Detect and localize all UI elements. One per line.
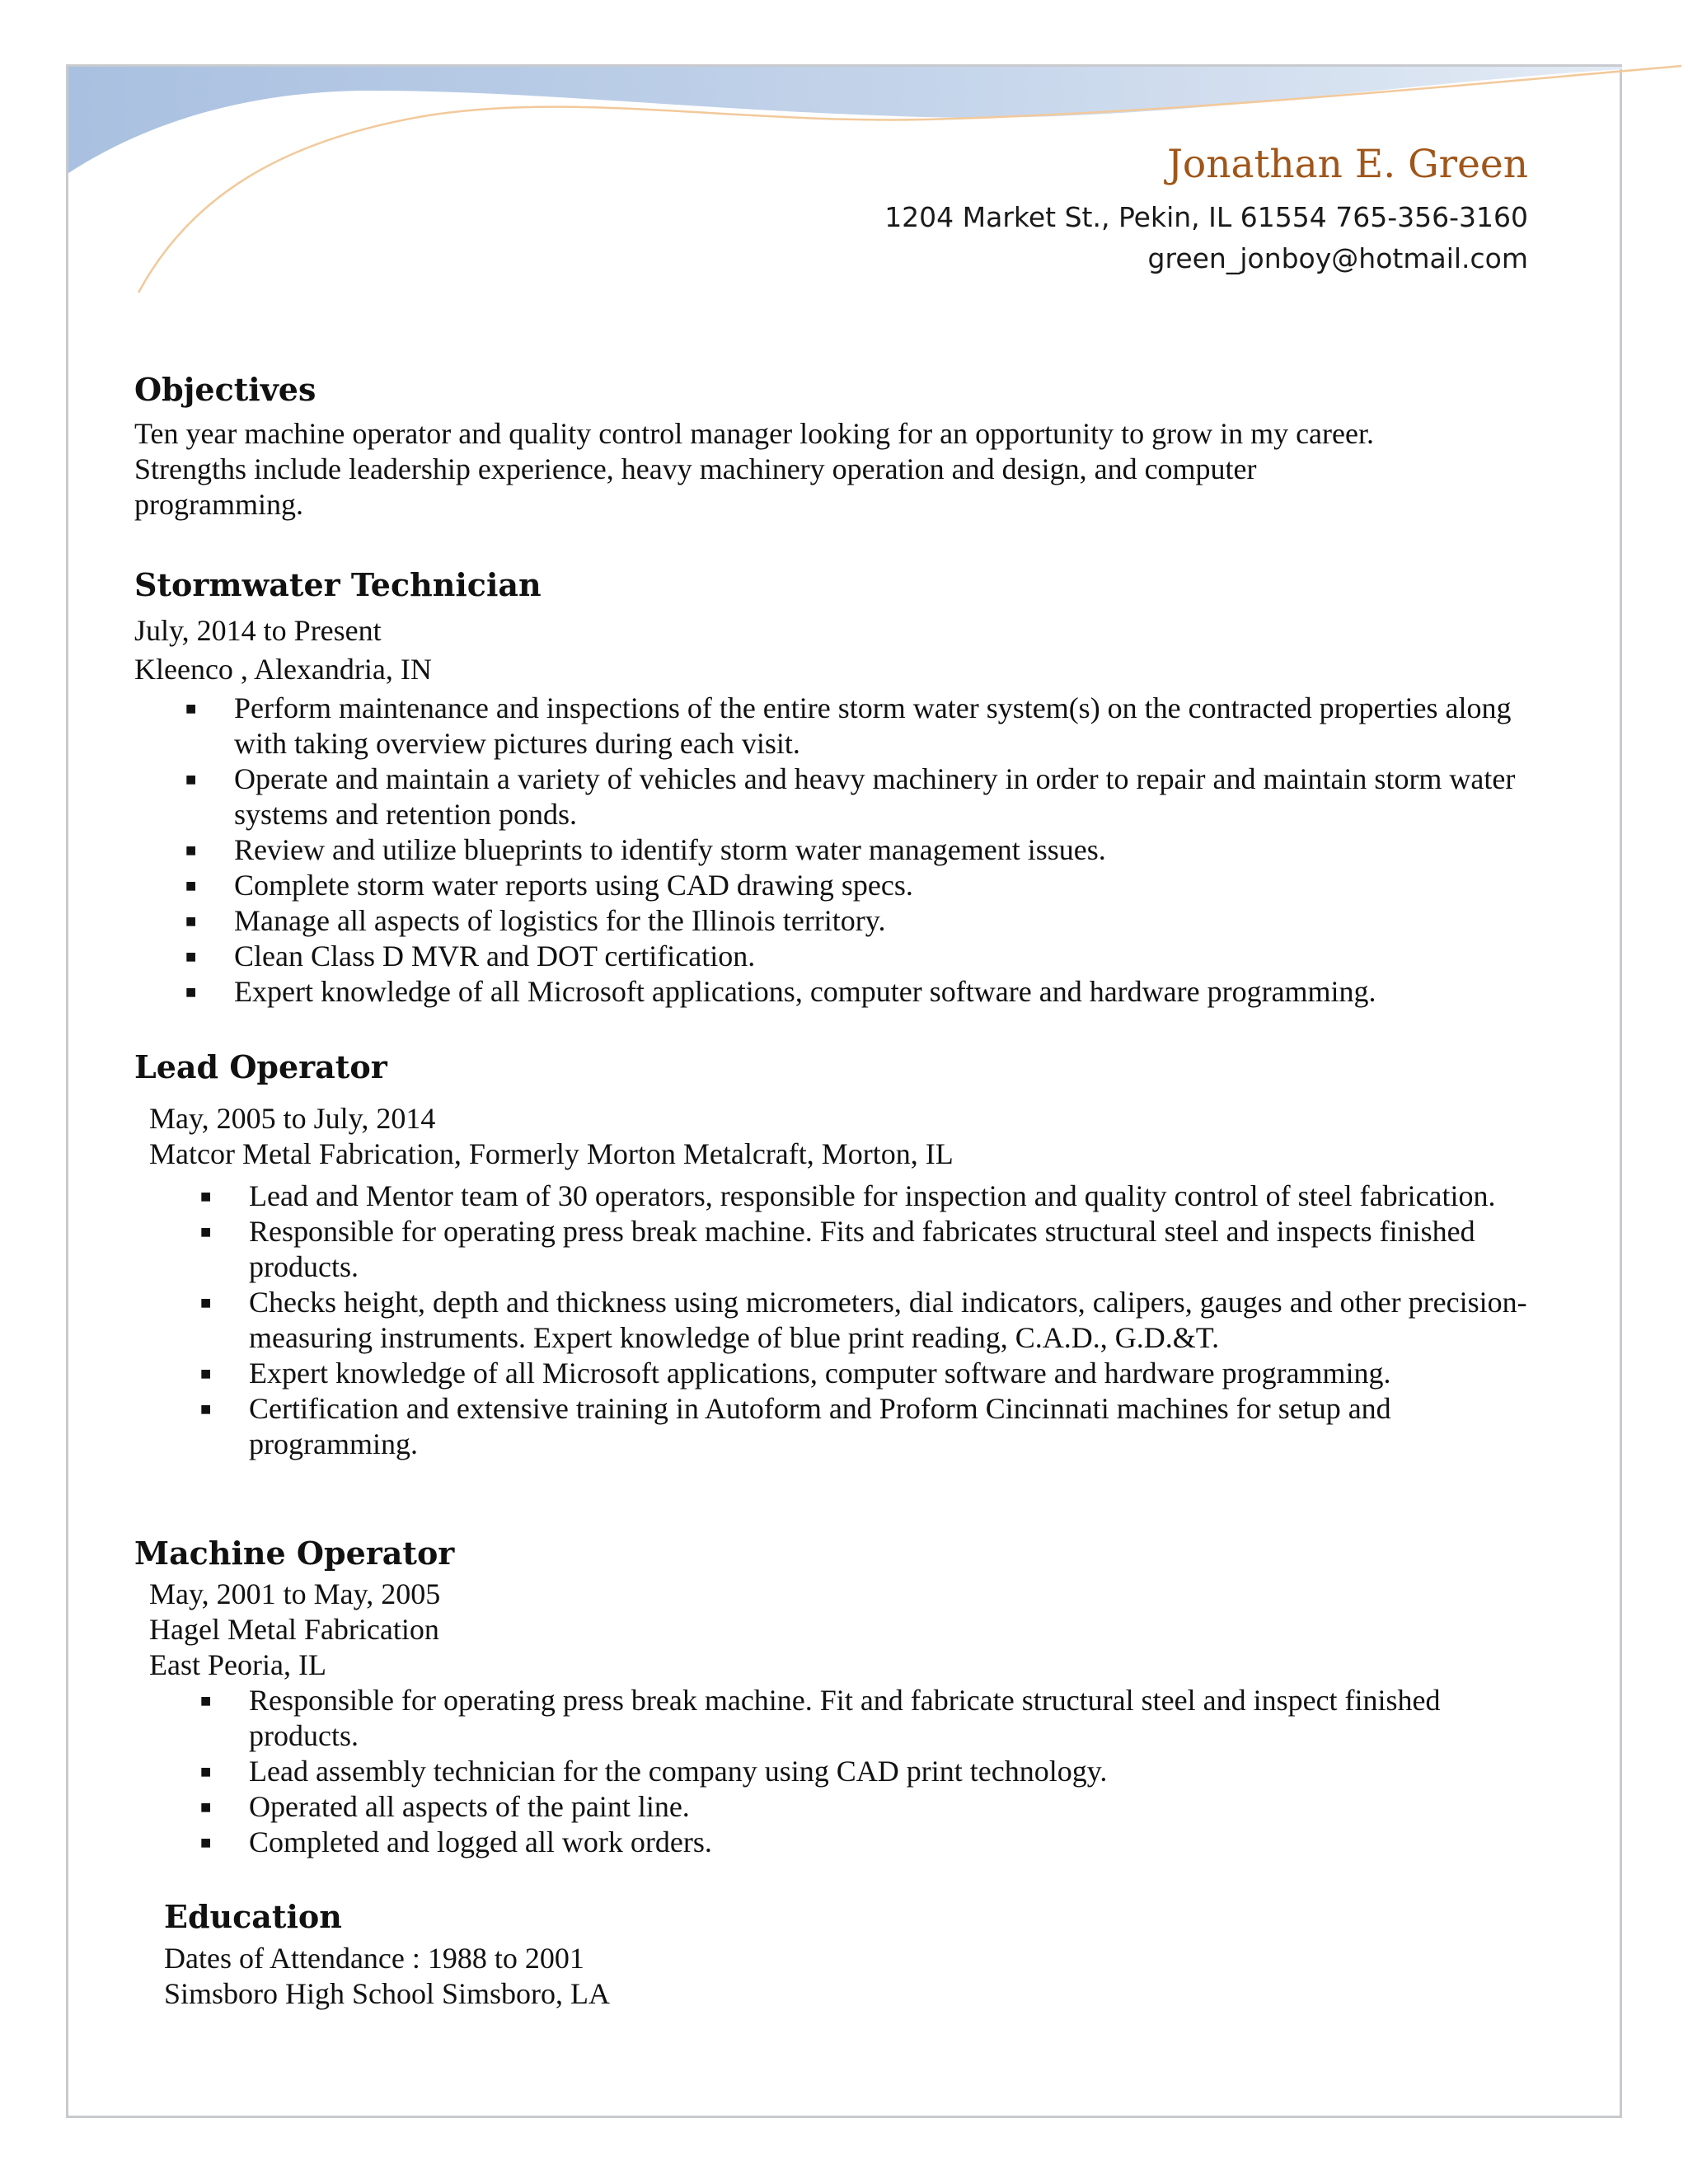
education-heading: Education	[164, 1898, 342, 1935]
education-school: Simsboro High School Simsboro, LA	[164, 1977, 611, 2010]
objectives-line-2: Strengths include leadership experience, heavy machinery operation and design, and computer	[134, 452, 1257, 485]
bullet-square-icon: ■	[200, 1832, 212, 1853]
bullet-square-icon: ■	[200, 1797, 212, 1817]
job-2-dates: May, 2005 to July, 2014	[149, 1102, 436, 1135]
bullet-square-icon: ■	[200, 1761, 212, 1782]
bullet-text: Responsible for operating press break machine. Fit and fabricate structural steel and inspect finished products.	[249, 1684, 1441, 1752]
contact-email: green_jonboy@hotmail.com	[1147, 242, 1528, 274]
job-1-title: Stormwater Technician	[134, 566, 542, 603]
bullet-text: Checks height, depth and thickness using micrometers, dial indicators, calipers, gauges and other precision-measuring instruments. Expert knowledge of blue print reading, C.A.D., G.D.&T.	[249, 1286, 1527, 1354]
bullet-square-icon: ■	[185, 840, 197, 860]
job-1-bullets	[185, 691, 1520, 1010]
list-item	[200, 1825, 1535, 1860]
bullet-text: Clean Class D MVR and DOT certification.	[234, 940, 756, 972]
list-item	[200, 1754, 1535, 1789]
bullet-square-icon: ■	[200, 1221, 212, 1242]
bullet-square-icon: ■	[200, 1363, 212, 1384]
bullet-text: Review and utilize blueprints to identify storm water management issues.	[234, 833, 1106, 866]
list-item	[200, 1179, 1535, 1214]
job-3-bullets	[200, 1683, 1535, 1860]
bullet-text: Perform maintenance and inspections of the entire storm water system(s) on the contracted properties along with taking overview pictures during each visit.	[234, 691, 1512, 760]
bullet-square-icon: ■	[185, 982, 197, 1002]
bullet-text: Lead assembly technician for the company using CAD print technology.	[249, 1755, 1108, 1788]
bullet-text: Manage all aspects of logistics for the Illinois territory.	[234, 904, 886, 937]
list-item	[185, 974, 1520, 1010]
bullet-square-icon: ■	[185, 698, 197, 719]
list-item	[200, 1214, 1535, 1285]
bullet-square-icon: ■	[185, 769, 197, 790]
bullet-text: Expert knowledge of all Microsoft applications, computer software and hardware programming.	[249, 1357, 1391, 1390]
bullet-text: Complete storm water reports using CAD drawing specs.	[234, 869, 913, 902]
bullet-text: Expert knowledge of all Microsoft applications, computer software and hardware programming.	[234, 975, 1376, 1008]
objectives-heading: Objectives	[134, 371, 316, 408]
list-item	[185, 868, 1520, 903]
list-item	[185, 832, 1520, 868]
bullet-square-icon: ■	[185, 875, 197, 896]
candidate-name: Jonathan E. Green	[1167, 142, 1528, 187]
bullet-square-icon: ■	[200, 1186, 212, 1207]
list-item	[185, 939, 1520, 974]
list-item	[185, 691, 1520, 762]
bullet-square-icon: ■	[185, 911, 197, 931]
list-item	[185, 762, 1520, 832]
objectives-line-1: Ten year machine operator and quality control manager looking for an opportunity to grow in my career.	[134, 417, 1374, 450]
bullet-square-icon: ■	[200, 1690, 212, 1711]
bullet-square-icon: ■	[200, 1292, 212, 1313]
contact-address-phone: 1204 Market St., Pekin, IL 61554 765-356-3160	[884, 201, 1528, 233]
job-3-company: Hagel Metal Fabrication	[149, 1613, 439, 1646]
bullet-square-icon: ■	[200, 1399, 212, 1419]
list-item	[200, 1391, 1535, 1462]
list-item	[200, 1789, 1535, 1825]
job-2-bullets	[200, 1179, 1535, 1462]
list-item	[200, 1285, 1535, 1356]
list-item	[200, 1356, 1535, 1391]
job-3-dates: May, 2001 to May, 2005	[149, 1577, 441, 1610]
bullet-text: Operate and maintain a variety of vehicles and heavy machinery in order to repair and maintain storm water systems and retention ponds.	[234, 762, 1516, 831]
objectives-line-3: programming.	[134, 488, 303, 521]
bullet-text: Responsible for operating press break machine. Fits and fabricates structural steel and inspects finished products.	[249, 1215, 1475, 1283]
job-3-title: Machine Operator	[134, 1535, 455, 1572]
education-dates: Dates of Attendance : 1988 to 2001	[164, 1942, 584, 1975]
job-3-location: East Peoria, IL	[149, 1648, 326, 1681]
job-2-company: Matcor Metal Fabrication, Formerly Morton Metalcraft, Morton, IL	[149, 1137, 954, 1170]
bullet-text: Completed and logged all work orders.	[249, 1825, 712, 1858]
bullet-text: Certification and extensive training in Autoform and Proform Cincinnati machines for setup and programming.	[249, 1392, 1391, 1460]
bullet-text: Lead and Mentor team of 30 operators, responsible for inspection and quality control of steel fabrication.	[249, 1179, 1496, 1212]
list-item	[185, 903, 1520, 939]
list-item	[200, 1683, 1535, 1754]
bullet-text: Operated all aspects of the paint line.	[249, 1790, 690, 1823]
job-1-company: Kleenco , Alexandria, IN	[134, 653, 432, 686]
job-2-title: Lead Operator	[134, 1048, 387, 1085]
bullet-square-icon: ■	[185, 946, 197, 967]
job-1-dates: July, 2014 to Present	[134, 614, 382, 647]
